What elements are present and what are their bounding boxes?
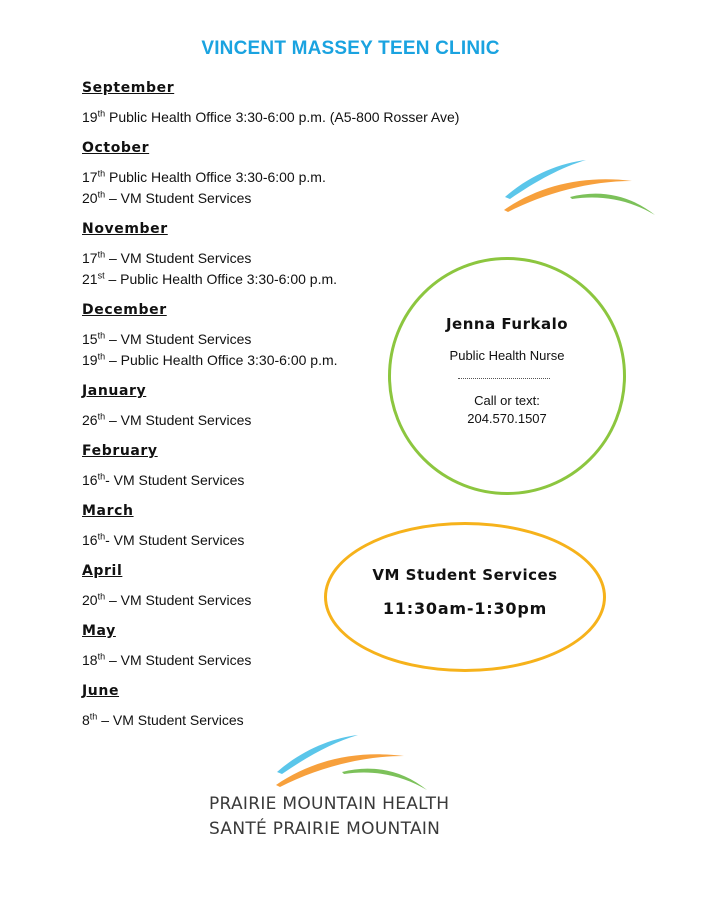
schedule-entry [82,167,522,188]
entry-day: 15 [82,331,98,347]
entry-day: 16 [82,472,98,488]
entry-day-suffix: th [97,108,106,119]
entry-day: 18 [82,652,98,668]
entry-day-suffix: th [97,330,106,341]
entry-day-suffix: th [97,591,106,602]
entry-text: – Public Health Office 3:30-6:00 p.m. [104,271,338,287]
month-heading: January [82,383,147,399]
entry-day: 20 [82,190,98,206]
entry-day-suffix: th [97,651,106,662]
vm-title: VM Student Services [372,566,558,584]
nurse-contact-label: Call or text: [474,393,540,408]
entry-text: – VM Student Services [105,331,252,347]
month-heading: November [82,221,168,237]
schedule-entry [82,248,522,269]
month-heading: February [82,443,158,459]
month-block [82,681,522,731]
entry-day: 19 [82,109,98,125]
entry-day-suffix: th [97,531,106,542]
entry-day: 8 [82,712,90,728]
nurse-contact-circle [388,257,626,495]
entry-day-suffix: th [89,711,98,722]
entry-day-suffix: th [97,411,106,422]
schedule-entry [82,710,522,731]
entry-text: – VM Student Services [97,712,244,728]
entry-text: - VM Student Services [105,532,245,548]
entry-text: – VM Student Services [105,190,252,206]
vm-hours-ellipse [324,522,606,672]
vm-hours: 11:30am-1:30pm [382,599,548,618]
month-heading: May [82,623,116,639]
schedule-entry [82,188,522,209]
month-heading: June [82,683,120,699]
logo-swoosh-icon [272,730,432,800]
entry-day-suffix: th [97,249,106,260]
swoosh-graphic [500,155,660,225]
entry-text: – VM Student Services [105,652,252,668]
entry-text: – Public Health Office 3:30-6:00 p.m. [105,352,338,368]
entry-text: – VM Student Services [105,592,252,608]
entry-text: - VM Student Services [105,472,245,488]
month-heading: March [82,503,134,519]
entry-day: 17 [82,250,98,266]
entry-day-suffix: th [97,471,106,482]
entry-day: 21 [82,271,98,287]
nurse-divider [458,378,550,379]
logo-text-english: PRAIRIE MOUNTAIN HEALTH [209,794,450,814]
schedule-entry [82,107,522,128]
entry-text: Public Health Office 3:30-6:00 p.m. [105,169,326,185]
entry-text: – VM Student Services [105,412,252,428]
month-block [82,138,522,209]
entry-day: 19 [82,352,98,368]
entry-day: 16 [82,532,98,548]
month-heading: September [82,80,175,96]
month-heading: December [82,302,167,318]
entry-day: 20 [82,592,98,608]
entry-day-suffix: th [97,189,106,200]
nurse-phone: 204.570.1507 [467,411,547,426]
entry-day-suffix: th [97,168,106,179]
page-title: VINCENT MASSEY TEEN CLINIC [201,38,500,59]
entry-day: 17 [82,169,98,185]
entry-day-suffix: st [97,270,105,281]
month-heading: October [82,140,150,156]
nurse-role: Public Health Nurse [449,348,565,363]
month-heading: April [82,563,123,579]
entry-text: – VM Student Services [105,250,252,266]
entry-day-suffix: th [97,351,106,362]
nurse-name: Jenna Furkalo [445,315,569,333]
month-block [82,78,522,128]
logo-text-french: SANTÉ PRAIRIE MOUNTAIN [209,819,441,839]
entry-text: Public Health Office 3:30-6:00 p.m. (A5-800 Rosser Ave) [105,109,460,125]
entry-day: 26 [82,412,98,428]
